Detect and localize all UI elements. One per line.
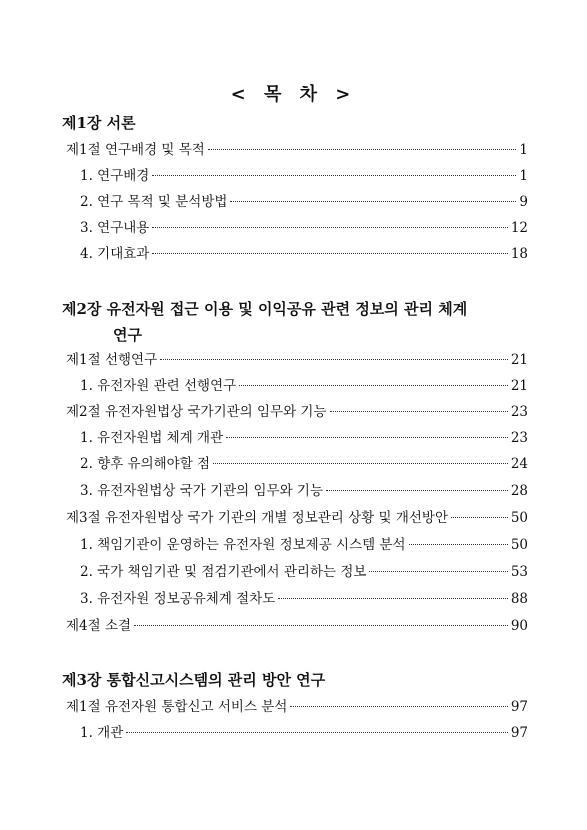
entry-label: 1. 유전자원 관련 선행연구 — [80, 378, 237, 394]
entry-label: 2. 국가 책임기관 및 점검기관에서 관리하는 정보 — [80, 564, 367, 580]
toc-entry-ch2-sec1-1[interactable] — [80, 376, 528, 396]
toc-entry-ch1-1[interactable] — [80, 166, 528, 186]
toc-entry-ch2-sec3-1[interactable] — [80, 535, 528, 555]
toc-entry-ch3-sec1-1[interactable] — [80, 723, 528, 743]
toc-entry-ch2-sec2-1[interactable] — [80, 428, 528, 448]
toc-title: < 목 차 > — [230, 84, 357, 105]
dot-leader — [208, 149, 517, 150]
toc-entry-ch2-sec2-3[interactable] — [80, 481, 528, 501]
entry-label: 2. 향후 유의해야할 점 — [80, 456, 211, 472]
entry-page: 90 — [510, 618, 528, 634]
chapter-2-title — [62, 296, 532, 348]
toc-entry-ch1-3[interactable] — [80, 218, 528, 238]
entry-page: 23 — [510, 404, 528, 420]
entry-label: 제1절 유전자원 통합신고 서비스 분석 — [66, 699, 288, 715]
entry-label: 2. 연구 목적 및 분석방법 — [80, 194, 228, 210]
entry-page: 12 — [510, 220, 528, 236]
entry-label: 3. 연구내용 — [80, 220, 150, 236]
entry-page: 23 — [510, 430, 528, 446]
entry-page: 97 — [510, 699, 528, 715]
chapter-1-title: 제1장 서론 — [62, 114, 136, 132]
entry-label: 4. 기대효과 — [80, 246, 150, 262]
entry-label: 1. 유전자원법 체계 개관 — [80, 430, 224, 446]
dot-leader — [278, 598, 508, 599]
dot-leader — [213, 463, 508, 464]
entry-page: 97 — [510, 725, 528, 741]
dot-leader — [152, 253, 507, 254]
entry-label: 제2절 유전자원법상 국가기관의 임무와 기능 — [66, 404, 327, 420]
toc-entry-ch2-sec3-2[interactable] — [80, 562, 528, 582]
entry-page: 1 — [519, 142, 528, 158]
dot-leader — [226, 437, 508, 438]
entry-label: 1. 책임기관이 운영하는 유전자원 정보제공 시스템 분석 — [80, 537, 406, 553]
entry-page: 50 — [510, 537, 528, 553]
entry-label: 1. 개관 — [80, 725, 124, 741]
dot-leader — [330, 411, 508, 412]
dot-leader — [369, 571, 507, 572]
entry-label: 1. 연구배경 — [80, 168, 150, 184]
toc-entry-ch2-sec3-3[interactable] — [80, 589, 528, 609]
toc-entry-ch1-2[interactable] — [80, 192, 528, 212]
dot-leader — [230, 201, 516, 202]
entry-page: 21 — [510, 378, 528, 394]
toc-entry-ch1-4[interactable] — [80, 244, 528, 264]
entry-page: 1 — [519, 168, 528, 184]
entry-label: 3. 유전자원 정보공유체계 절차도 — [80, 591, 276, 607]
chapter-2-title-line2: 연구 — [113, 326, 142, 344]
dot-leader — [152, 227, 507, 228]
toc-entry-ch2-sec2[interactable] — [66, 402, 528, 422]
entry-page: 21 — [510, 352, 528, 368]
toc-entry-ch2-sec2-2[interactable] — [80, 454, 528, 474]
dot-leader — [451, 517, 508, 518]
chapter-3-title: 제3장 통합신고시스템의 관리 방안 연구 — [62, 671, 326, 689]
toc-entry-ch1-sec1[interactable] — [66, 140, 528, 160]
entry-label: 제4절 소결 — [66, 618, 132, 634]
entry-page: 88 — [510, 591, 528, 607]
dot-leader — [326, 490, 508, 491]
entry-page: 28 — [510, 483, 528, 499]
entry-label: 제1절 연구배경 및 목적 — [66, 142, 205, 158]
dot-leader — [152, 175, 516, 176]
dot-leader — [239, 385, 508, 386]
dot-leader — [409, 544, 508, 545]
toc-entry-ch2-sec1[interactable] — [66, 350, 528, 370]
entry-page: 53 — [510, 564, 528, 580]
dot-leader — [290, 706, 507, 707]
dot-leader — [126, 732, 508, 733]
entry-page: 18 — [510, 246, 528, 262]
chapter-2-title-line1: 제2장 유전자원 접근 이용 및 이익공유 관련 정보의 관리 체계 — [62, 300, 468, 318]
toc-entry-ch2-sec4[interactable] — [66, 616, 528, 636]
entry-page: 24 — [510, 456, 528, 472]
toc-entry-ch2-sec3[interactable] — [66, 508, 528, 528]
entry-label: 3. 유전자원법상 국가 기관의 임무와 기능 — [80, 483, 323, 499]
toc-entry-ch3-sec1[interactable] — [66, 697, 528, 717]
entry-page: 9 — [519, 194, 528, 210]
entry-label: 제1절 선행연구 — [66, 352, 158, 368]
dot-leader — [160, 359, 508, 360]
dot-leader — [134, 625, 508, 626]
entry-page: 50 — [510, 510, 528, 526]
entry-label: 제3절 유전자원법상 국가 기관의 개별 정보관리 상황 및 개선방안 — [66, 510, 448, 526]
